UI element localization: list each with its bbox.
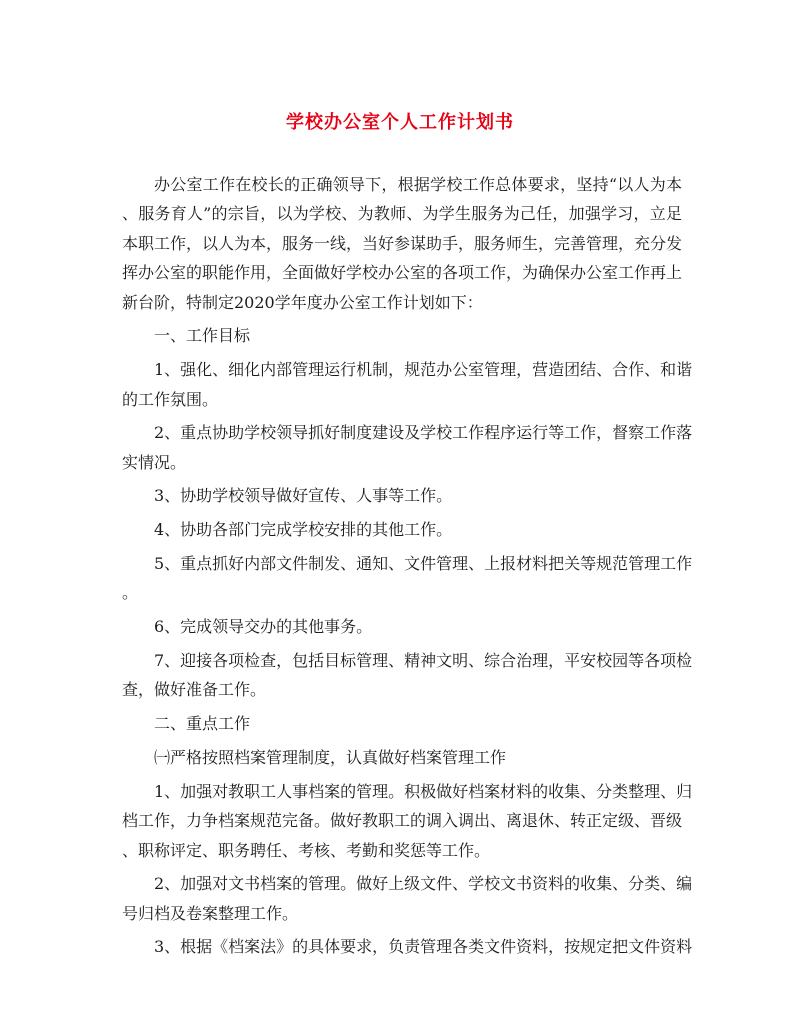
- paragraph-line: 1、强化、细化内部管理运行机制，规范办公室管理，营造团结、合作、和谐: [154, 360, 693, 380]
- paragraph-line: 办公室工作在校长的正确领导下，根据学校工作总体要求，坚持“以人为本: [154, 175, 682, 194]
- paragraph-line: 、服务育人”的宗旨，以为学校、为教师、为学生服务为己任，加强学习，立足: [122, 204, 682, 224]
- subsection-heading: ㈠严格按照档案管理制度，认真做好档案管理工作: [154, 747, 507, 767]
- paragraph-line: 2、加强对文书档案的管理。做好上级文件、学校文书资料的收集、分类、编: [154, 874, 693, 894]
- paragraph-line: 1、加强对教职工人事档案的管理。积极做好档案材料的收集、分类整理、归: [154, 781, 693, 801]
- paragraph-line: 。: [122, 583, 139, 603]
- paragraph-line: 3、协助学校领导做好宣传、人事等工作。: [154, 486, 453, 506]
- paragraph-line: 7、迎接各项检查，包括目标管理、精神文明、综合治理，平安校园等各项检: [154, 650, 693, 670]
- paragraph-line: 新台阶，特制定2020学年度办公室工作计划如下：: [122, 292, 483, 312]
- paragraph-line: 档工作，力争档案规范完备。做好教职工的调入调出、离退休、转正定级、晋级: [122, 811, 683, 831]
- paragraph-line: 2、重点协助学校领导抓好制度建设及学校工作程序运行等工作，督察工作落: [154, 423, 693, 443]
- paragraph-line: 本职工作，以人为本，服务一线，当好参谋助手，服务师生，完善管理，充分发: [122, 233, 683, 253]
- section-heading: 一、工作目标: [154, 326, 251, 346]
- paragraph-line: 的工作氛围。: [122, 389, 219, 409]
- paragraph-line: 查，做好准备工作。: [122, 680, 267, 700]
- section-heading: 二、重点工作: [154, 714, 251, 734]
- paragraph-line: 6、完成领导交办的其他事务。: [154, 617, 373, 637]
- paragraph-line: 5、重点抓好内部文件制发、通知、文件管理、上报材料把关等规范管理工作: [154, 554, 693, 574]
- paragraph-line: 、职称评定、职务聘任、考核、考勤和奖惩等工作。: [122, 840, 491, 860]
- paragraph-line: 号归档及卷案整理工作。: [122, 903, 299, 923]
- paragraph-line: 4、协助各部门完成学校安排的其他工作。: [154, 520, 453, 540]
- document-body: [122, 170, 693, 962]
- paragraph-line: 3、根据《档案法》的具体要求，负责管理各类文件资料，按规定把文件资料: [154, 937, 693, 957]
- page-title: 学校办公室个人工作计划书: [286, 112, 514, 133]
- paragraph-line: 挥办公室的职能作用，全面做好学校办公室的各项工作，为确保办公室工作再上: [122, 263, 683, 283]
- paragraph-line: 实情况。: [122, 452, 187, 472]
